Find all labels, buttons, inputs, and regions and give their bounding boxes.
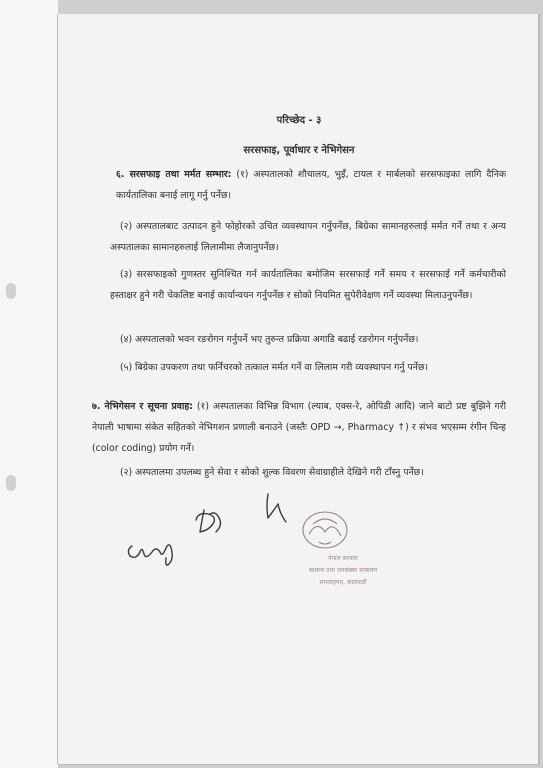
clause-7-text: (१) अस्पतालका विभिन्न विभाग (ल्याब, एक्स-रे, ओपिडी आदि) जाने बाटो प्रष्ट बुझिने गरी नेपाली भाषामा संकेत सहितको नेभिगशन प्रणाली बनाउने (जस्तैः OPD →, Pharmacy ↑) र संभव भएसम्म रंगीन चिन्ह (color coding) प्रयोग गर्ने। — [92, 401, 506, 454]
svg-text:रामशाहपथ, काठमाडौं: रामशाहपथ, काठमाडौं — [319, 579, 367, 586]
punch-hole-top — [6, 283, 16, 299]
paragraph-6-4: (४) अस्पतालको भवन रङरोगन गर्नुपर्ने भए तुरुन्त प्रक्रिया अगाडि बढाई रङरोगन गर्नुपर्नेछ। — [120, 334, 419, 345]
section-title: सरसफाइ, पूर्वाधार र नेभिगेसन — [243, 145, 355, 156]
punch-hole-bottom — [6, 475, 16, 491]
clause-6-heading: ६. सरसफाइ तथा मर्मत सम्भार: — [116, 169, 232, 180]
paragraph-6-3: (३) सरसफाइको गुणस्तर सुनिश्चित गर्न कार्यतालिका बमोजिम सरसफाई गर्ने समय र सरसफाई गर्ने कर्मचारीको हस्ताक्षर हुने गरी चेकलिष्ट बनाई कार्यान्वयन गर्नुपर्नेछ र सोको नियमित सुपेरीवेक्षण गर्ने व्यवस्था मिलाउनुपर्नेछ। — [110, 269, 506, 301]
document-page — [58, 14, 540, 764]
clause-7-heading: ७. नेभिगेसन र सूचना प्रवाह: — [92, 401, 194, 412]
svg-text:नेपाल सरकार: नेपाल सरकार — [328, 555, 358, 562]
paragraph-6-2: (२) अस्पतालबाट उत्पादन हुने फोहोरको उचित व्यवस्थापन गर्नुपर्नेछ, बिग्रेका सामानहरुलाई मर्मत गर्ने तथा र अन्य अस्पतालका सामानहरुलाई लिलामीमा लैजानुपर्नेछ। — [110, 221, 506, 253]
chapter-heading: परिच्छेद - ३ — [276, 115, 322, 126]
clause-6-text: (१) अस्पतालको शौचालय, भुइँ, टायल र मार्बलको सरसफाइका लागि दैनिक कार्यतालिका बनाई लागू गर्नु पर्नेछ। — [116, 169, 506, 201]
page-edge — [538, 14, 540, 764]
paragraph-6 — [116, 164, 506, 206]
page-binding-strip — [0, 0, 58, 768]
paragraph-6-5: (५) बिग्रेका उपकरण तथा फर्निचरको तत्काल मर्मत गर्ने वा लिलाम गरी व्यवस्थापन गर्नु पर्नेछ। — [120, 362, 429, 373]
paragraph-7-2: (२) अस्पतालमा उपलब्ध हुने सेवा र सोको शुल्क विवरण सेवाग्राहीले देखिने गरी टाँस्नु पर्नेछ। — [120, 467, 424, 478]
official-seal-stamp — [293, 502, 393, 592]
svg-text:स्वास्थ्य तथा जनसंख्या मन्त्रा: स्वास्थ्य तथा जनसंख्या मन्त्रालय — [308, 567, 378, 574]
paragraph-7 — [92, 396, 506, 459]
